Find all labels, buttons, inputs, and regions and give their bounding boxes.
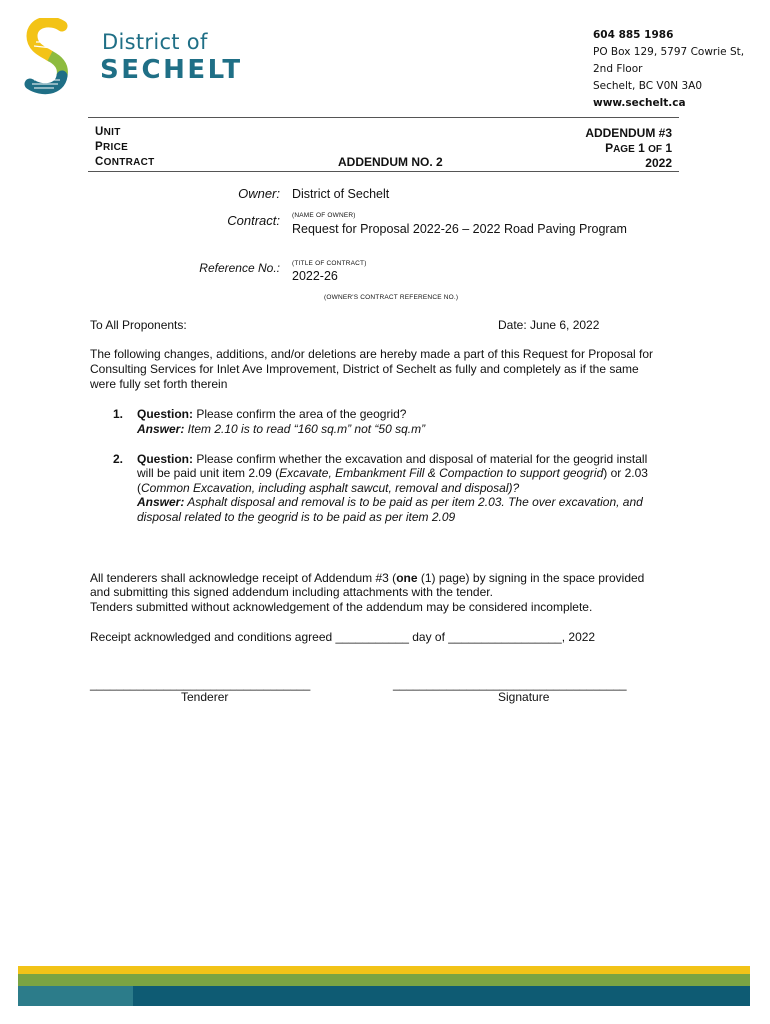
contract-label: CONTRACT — [95, 156, 155, 168]
addendum-number: ADDENDUM #3 — [585, 126, 672, 140]
question-2-number: 2. — [113, 452, 124, 466]
question-2-line-3: (Common Excavation, including asphalt sawcut, removal and disposal)? — [137, 481, 520, 495]
signature-label: Signature — [498, 690, 550, 704]
reference-caption: (OWNER'S CONTRACT REFERENCE NO.) — [324, 294, 459, 301]
addendum-no-center: ADDENDUM NO. 2 — [338, 155, 443, 169]
contract-field-label: Contract: — [227, 213, 280, 228]
reference-label: Reference No.: — [199, 261, 280, 275]
contact-address-1: PO Box 129, 5797 Cowrie St, — [593, 46, 745, 58]
acknowledge-line-3: Tenders submitted without acknowledgement of the addendum may be considered incomplete. — [90, 600, 593, 614]
owner-label: Owner: — [238, 186, 280, 201]
intro-line-3: were fully set forth therein — [90, 377, 228, 391]
question-1-text: Question: Please confirm the area of the geogrid? — [137, 407, 407, 421]
salutation: To All Proponents: — [90, 318, 187, 332]
page-of-label: PAGE 1 OF 1 — [605, 141, 672, 155]
addendum-year: 2022 — [645, 156, 672, 170]
footer-band-yellow — [18, 966, 750, 974]
contact-address-3: Sechelt, BC V0N 3A0 — [593, 80, 703, 92]
title-bottom-rule — [88, 171, 679, 172]
price-label: PRICE — [95, 141, 129, 153]
contact-address-2: 2nd Floor — [593, 63, 643, 75]
contact-phone: 604 885 1986 — [593, 29, 674, 41]
answer-2-line-2: disposal related to the geogrid is to be paid as per item 2.09 — [137, 510, 456, 524]
owner-caption: (NAME OF OWNER) — [292, 212, 356, 219]
logo-sechelt: SECHELT — [100, 55, 243, 85]
footer-band-accent — [18, 986, 133, 1006]
contact-website[interactable]: www.sechelt.ca — [593, 97, 686, 109]
answer-2-line-1: Answer: Asphalt disposal and removal is to be paid as per item 2.03. The over excavation, and — [137, 495, 643, 509]
letter-date: Date: June 6, 2022 — [498, 318, 600, 332]
acknowledge-line-1: All tenderers shall acknowledge receipt of Addendum #3 (one (1) page) by signing in the space provided — [90, 571, 645, 585]
title-top-rule — [88, 117, 679, 118]
unit-label: UNIT — [95, 126, 121, 138]
answer-1-text: Answer: Item 2.10 is to read “160 sq.m” not “50 sq.m” — [137, 422, 426, 436]
question-2-line-2: will be paid unit item 2.09 (Excavate, Embankment Fill & Compaction to support geogrid) or 2.03 — [137, 466, 648, 480]
contract-caption: (TITLE OF CONTRACT) — [292, 260, 367, 267]
owner-value: District of Sechelt — [292, 187, 390, 201]
acknowledge-line-2: and submitting this signed addendum including attachments with the tender. — [90, 585, 493, 599]
signature-line: ___________________________________ — [393, 677, 627, 691]
reference-value: 2022-26 — [292, 269, 338, 283]
receipt-line: Receipt acknowledged and conditions agreed ___________ day of _________________, 2022 — [90, 630, 596, 644]
logo-district-of: District of — [102, 30, 208, 54]
tenderer-label: Tenderer — [181, 690, 229, 704]
intro-line-2: Consulting Services for Inlet Ave Improvement, District of Sechelt as fully and completely as if the same — [90, 362, 639, 376]
intro-line-1: The following changes, additions, and/or deletions are hereby made a part of this Request for Proposal for — [90, 347, 653, 361]
contract-value: Request for Proposal 2022-26 – 2022 Road Paving Program — [292, 222, 627, 236]
question-2-line-1: Question: Please confirm whether the excavation and disposal of material for the geogrid install — [137, 452, 648, 466]
tenderer-signature-line: _________________________________ — [90, 677, 311, 691]
question-1-number: 1. — [113, 407, 124, 421]
district-logo-icon — [24, 18, 70, 96]
footer-band-green — [18, 974, 750, 986]
